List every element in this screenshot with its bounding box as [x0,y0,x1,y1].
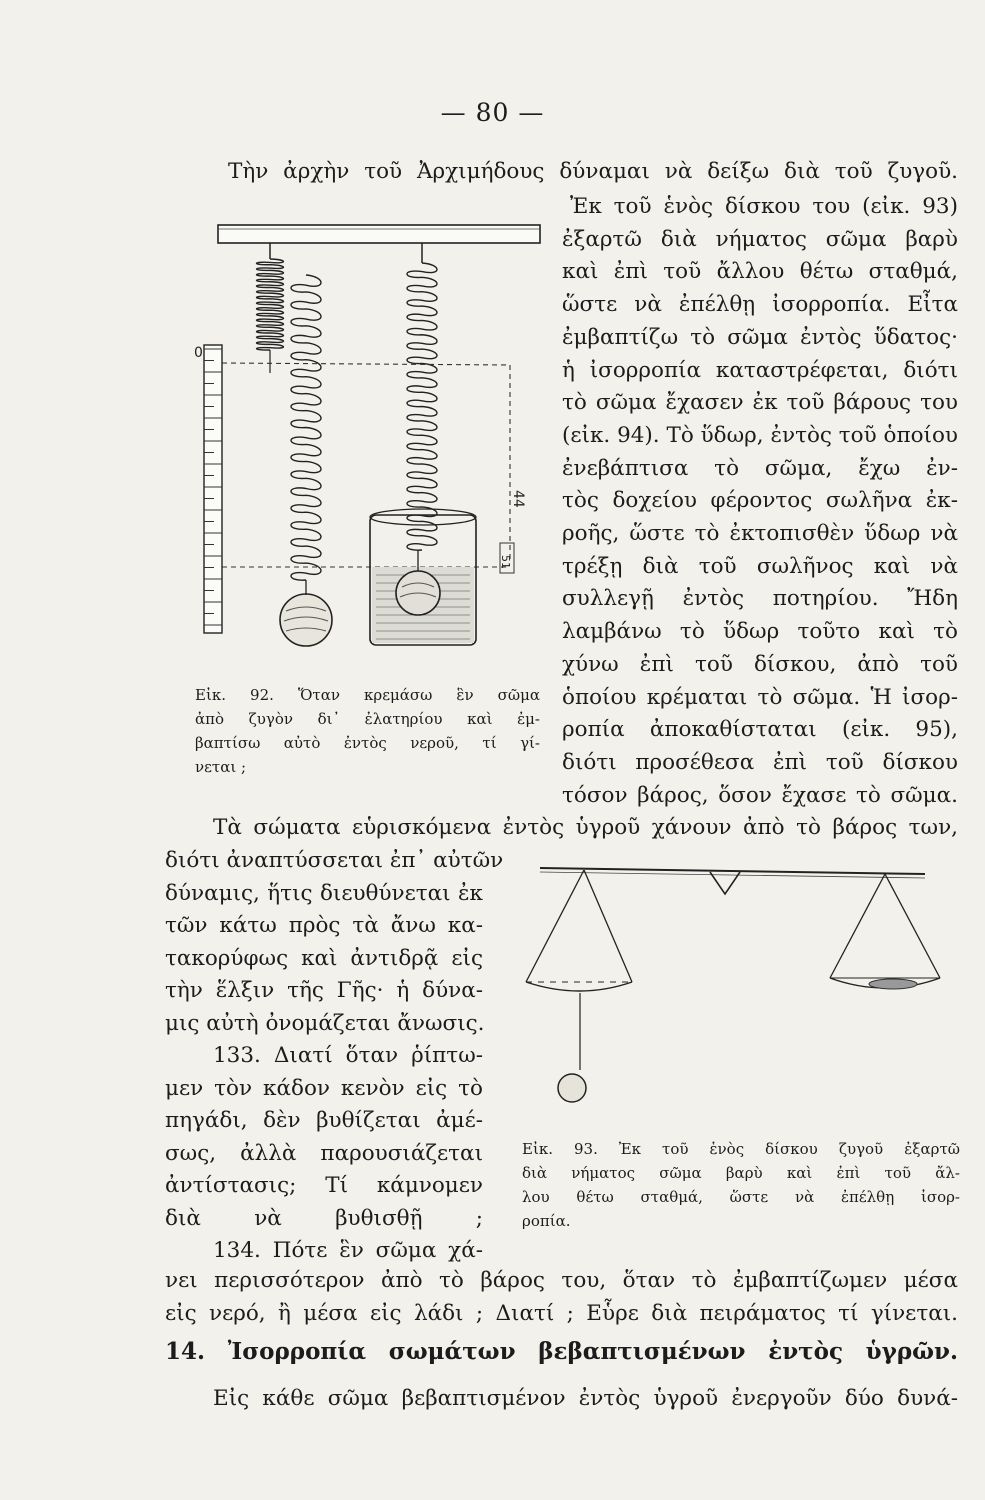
right-column-line: ὁποίου κρέμαται τὸ σῶμα. Ἡ ἰσορ- [562,684,958,710]
hanging-weight [558,1074,586,1102]
fig92-caption-line: ἀπὸ ζυγὸν δι᾽ ἐλατηρίου καὶ ἐμ- [195,710,540,728]
right-column-line: τὸς δοχείου φέροντος σωλῆνα ἐκ- [562,488,958,514]
right-column-line: ἐξαρτῶ διὰ νήματος σῶμα βαρὺ [562,226,958,252]
right-column-line: ροπία ἀποκαθίσταται (εἰκ. 95), [562,717,958,743]
right-column-line: συλλεγῇ ἐντὸς ποτηρίου. Ἤδη [562,586,958,612]
fig93-caption-line: διὰ νήματος σῶμα βαρὺ καὶ ἐπὶ τοῦ ἄλ- [522,1164,960,1182]
right-column-line: Ἐκ τοῦ ἑνὸς δίσκου του (εἰκ. 93) [570,194,958,219]
left-spring [257,259,284,350]
left-column-line: τακορύφως καὶ ἀντιδρᾷ εἰς [165,945,483,971]
left-column-line: μεν τὸν κάδον κενὸν εἰς τὸ [165,1075,483,1101]
left-column-line: 134. Πότε ἓν σῶμα χά- [213,1238,483,1263]
full-paragraph-line: εἰς νερό, ἢ μέσα εἰς λάδι ; Διατί ; Εὗρε διὰ πειράματος τί γίνεται. [165,1300,958,1326]
fig93-caption-line: λου θέτω σταθμά, ὥστε νὰ ἐπέλθῃ ἰσορ- [522,1188,960,1206]
right-column-line: ἐνεβάπτισα τὸ σῶμα, ἔχω ἐν- [562,455,958,481]
left-pan [526,982,632,991]
fig92-caption-line: βαπτίσω αὐτὸ ἐντὸς νεροῦ, τί γί- [195,734,540,752]
left-long-spring [291,275,321,580]
full-paragraph-line: νει περισσότερον ἀπὸ τὸ βάρος του, ὅταν τὸ ἐμβαπτίζωμεν μέσα [165,1268,958,1293]
fig93-caption-line: Εἰκ. 93. Ἐκ τοῦ ἑνὸς δίσκου ζυγοῦ ἐξαρτῶ [522,1140,960,1158]
right-column-line: τὸ σῶμα ἔχασεν ἐκ τοῦ βάρους του [562,390,958,416]
fig93-caption-line: ροπία. [522,1212,571,1230]
right-column-line: ροῆς, ὥστε τὸ ἐκτοπισθὲν ὕδωρ νὰ [562,521,958,546]
beam-bar [218,225,540,243]
left-column-line: τὴν ἕλξιν τῆς Γῆς· ἡ δύνα- [165,978,483,1003]
right-spring [407,263,437,550]
measuring-scale [204,345,222,633]
left-column-line: τῶν κάτω πρὸς τὰ ἄνω κα- [165,913,483,938]
figure-93-balance-scale [500,860,970,1140]
right-column-line: ἡ ἰσορροπία καταστρέφεται, διότι [562,357,958,383]
label-zero: 0 [194,345,203,361]
left-column-line: μις αὐτὴ ὀνομάζεται ἄνωσις. [165,1010,485,1036]
left-column-line: ἀντίστασις; Τί κάμνομεν [165,1173,483,1198]
left-column-line: δύναμις, ἥτις διευθύνεται ἐκ [165,880,483,906]
left-column-line: σως, ἀλλὰ παρουσιάζεται [165,1140,483,1166]
label-44: 44 [510,490,526,508]
right-column-line: (εἰκ. 94). Τὸ ὕδωρ, ἐντὸς τοῦ ὁποίου [562,422,958,448]
right-column-line: ἐμβαπτίζω τὸ σῶμα ἐντὸς ὕδατος· [562,324,958,350]
left-column-line: διότι ἀναπτύσσεται ἐπ᾽ αὐτῶν [165,848,504,873]
full-line-1: Τὰ σώματα εὑρισκόμενα ἐντὸς ὑγροῦ χάνουν ἀπὸ τὸ βάρος των, [213,815,958,840]
right-column-line: διότι προσέθεσα ἐπὶ τοῦ δίσκου [562,749,958,775]
left-column-line: 133. Διατί ὅταν ῥίπτω- [213,1043,483,1068]
intro-line: Τὴν ἀρχὴν τοῦ Ἀρχιμήδους δύναμαι νὰ δείξω διὰ τοῦ ζυγοῦ. [228,159,958,184]
page-number: — 80 — [440,98,545,127]
right-column-line: ὥστε νὰ ἐπέλθῃ ἰσορροπία. Εἶτα [562,292,958,318]
fig92-caption-line: νεται ; [195,758,247,776]
right-column-line: λαμβάνω τὸ ὕδωρ τοῦτο καὶ τὸ [562,619,958,645]
last-line: Εἰς κάθε σῶμα βεβαπτισμένον ἐντὸς ὑγροῦ ἐνεργοῦν δύο δυνά- [213,1386,958,1411]
left-column-line: πηγάδι, δὲν βυθίζεται ἀμέ- [165,1108,483,1133]
weights-on-pan [869,979,917,989]
left-column-line: διὰ νὰ βυθισθῇ ; [165,1205,483,1231]
section-heading: 14. Ἰσορροπία σωμάτων βεβαπτισμένων ἐντὸς ὑγρῶν. [165,1338,958,1365]
right-column-line: τόσον βάρος, ὅσον ἔχασε τὸ σῶμα. [562,782,958,808]
label-51: 51 [499,555,512,569]
right-column-line: καὶ ἐπὶ τοῦ ἄλλου θέτω σταθμά, [562,259,958,285]
fig92-caption-line: Εἰκ. 92. Ὅταν κρεμάσω ἓν σῶμα [195,686,540,704]
right-column-line: τρέξῃ διὰ τοῦ σωλῆνος καὶ νὰ [562,553,958,579]
right-column-line: χύνω ἐπὶ τοῦ δίσκου, ἀπὸ τοῦ [562,651,958,677]
figure-92-spring-balance [190,215,550,675]
